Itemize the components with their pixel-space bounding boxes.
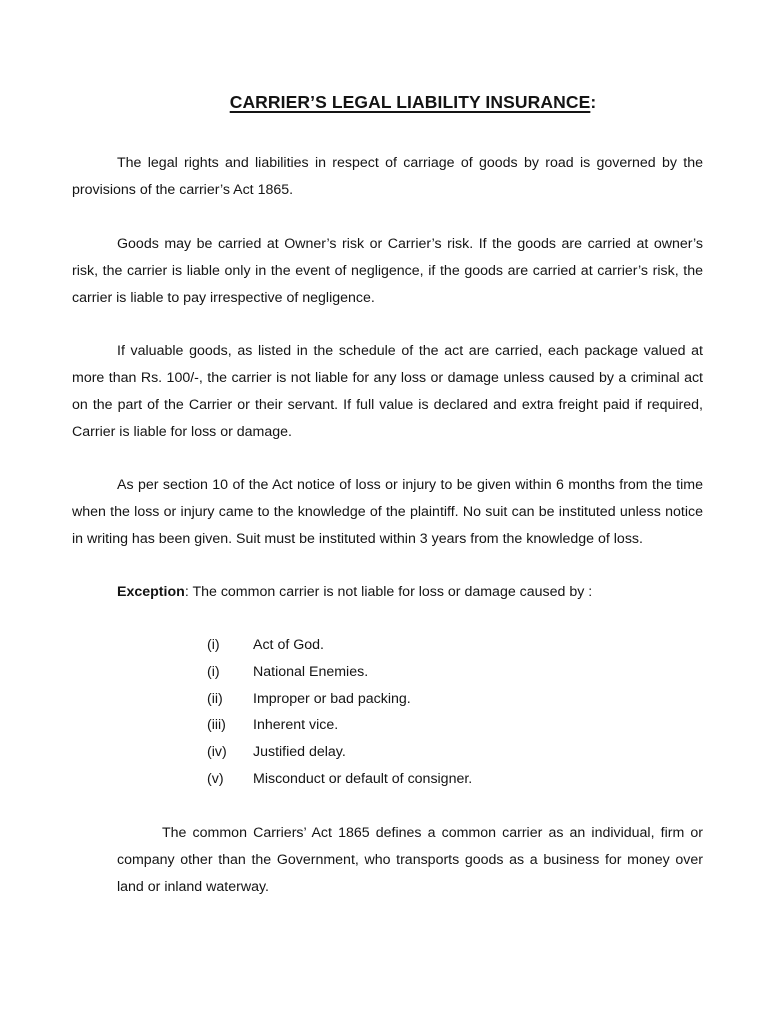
exception-text: : The common carrier is not liable for loss or damage caused by : [184, 584, 593, 600]
paragraph-common-carrier-definition: The common Carriers’ Act 1865 defines a common carrier as an individual, firm or company other than the Government, who transports goods as a business for money over land or inland waterway. [117, 825, 703, 895]
list-item [207, 686, 472, 713]
exception-list [207, 632, 472, 793]
list-item-text: Improper or bad packing. [253, 690, 411, 707]
list-item-text: Justified delay. [253, 744, 346, 761]
list-item-text: Misconduct or default of consigner. [253, 770, 473, 787]
list-item [207, 632, 472, 659]
list-item-number: (i) [207, 663, 220, 680]
list-item-number: (ii) [207, 690, 223, 707]
list-item-text: National Enemies. [253, 663, 369, 680]
document-title [0, 92, 768, 113]
exception-intro [117, 579, 592, 606]
paragraph-risk-types: Goods may be carried at Owner’s risk or Carrier’s risk. If the goods are carried at owner’s risk, the carrier is liable only in the event of negligence, if the goods are carried at carrier’s risk, the carrier is liable to pay irrespective of negligence. [72, 236, 703, 306]
list-item [207, 712, 472, 739]
list-item [207, 766, 472, 793]
document-title-colon: : [590, 92, 597, 112]
paragraph-notice-of-loss: As per section 10 of the Act notice of loss or injury to be given within 6 months from the time when the loss or injury came to the knowledge of the plaintiff. No suit can be instituted unless notice in writing has been given. Suit must be instituted within 3 years from the knowledge of loss. [72, 477, 703, 547]
exception-label: Exception [117, 584, 185, 600]
list-item-text: Act of God. [253, 637, 324, 653]
document-title-text: CARRIER’S LEGAL LIABILITY INSURANCE [229, 92, 591, 112]
list-item-number: (i) [207, 637, 220, 653]
list-item-text: Inherent vice. [253, 717, 339, 734]
list-item-number: (iii) [207, 717, 226, 734]
list-item-number: (v) [207, 770, 224, 787]
list-item [207, 659, 472, 686]
list-item-number: (iv) [207, 744, 227, 761]
paragraph-valuable-goods: If valuable goods, as listed in the schedule of the act are carried, each package valued at more than Rs. 100/-, the carrier is not liable for any loss or damage unless caused by a criminal act on the part of the Carrier or their servant. If full value is declared and extra freight paid if required, Carrier is liable for loss or damage. [72, 343, 703, 440]
list-item [207, 739, 472, 766]
paragraph-governing-law: The legal rights and liabilities in respect of carriage of goods by road is governed by the provisions of the carrier’s Act 1865. [72, 155, 703, 198]
